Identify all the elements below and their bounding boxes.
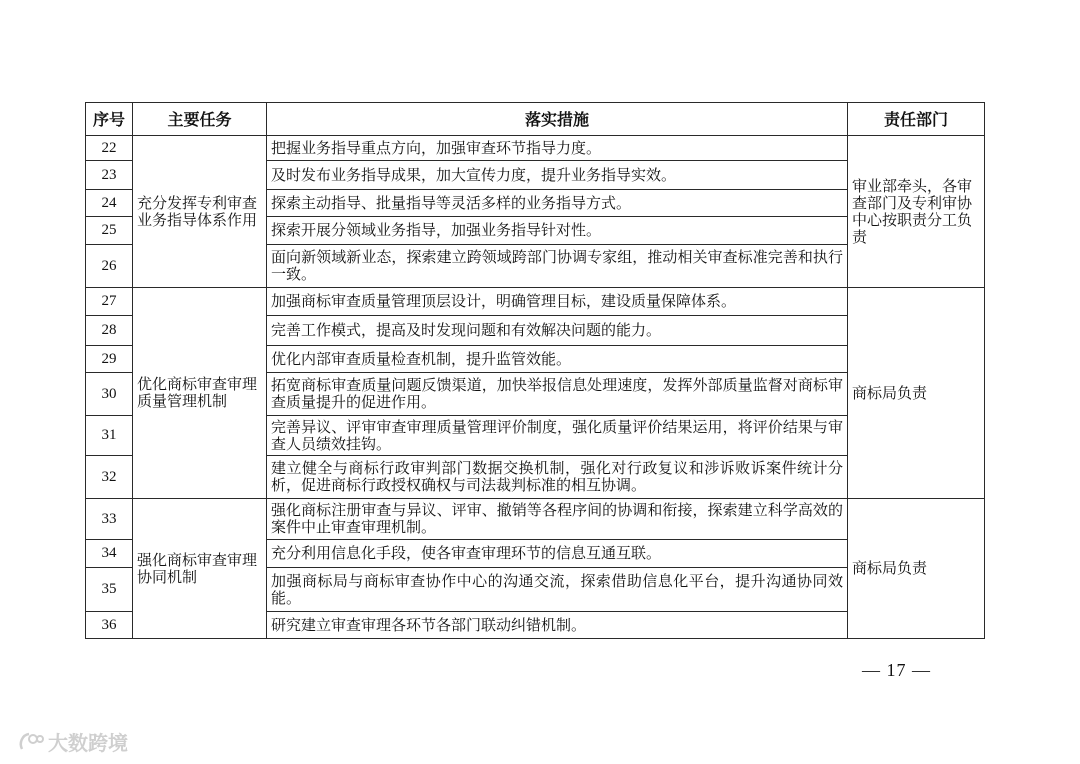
measure-cell: 强化商标注册审查与异议、评审、撤销等各程序间的协调和衔接，探索建立科学高效的案件中止审查审理机制。: [267, 499, 848, 540]
main-task-cell: 充分发挥专利审查业务指导体系作用: [133, 136, 267, 288]
table-row: [86, 136, 985, 161]
header-measures: 落实措施: [267, 103, 848, 136]
measure-cell: 及时发布业务指导成果，加大宣传力度，提升业务指导实效。: [267, 161, 848, 190]
watermark-text: 大数跨境: [48, 731, 128, 755]
measure-cell: 完善异议、评审审查审理质量管理评价制度，强化质量评价结果运用，将评价结果与审查人员绩效挂钩。: [267, 416, 848, 456]
main-task-cell: 强化商标审查审理协同机制: [133, 499, 267, 639]
measure-cell: 拓宽商标审查质量问题反馈渠道，加快举报信息处理速度，发挥外部质量监督对商标审查质量提升的促进作用。: [267, 373, 848, 416]
measure-cell: 加强商标局与商标审查协作中心的沟通交流，探索借助信息化平台，提升沟通协同效能。: [267, 568, 848, 612]
row-number: 28: [86, 316, 133, 346]
row-number: 29: [86, 346, 133, 373]
row-number: 35: [86, 568, 133, 612]
row-number: 26: [86, 245, 133, 288]
row-number: 31: [86, 416, 133, 456]
measure-cell: 面向新领域新业态，探索建立跨领域跨部门协调专家组，推动相关审查标准完善和执行一致。: [267, 245, 848, 288]
task-table: [85, 102, 985, 639]
row-number: 34: [86, 540, 133, 568]
header-serial: 序号: [86, 103, 133, 136]
row-number: 23: [86, 161, 133, 190]
table-header-row: [86, 103, 985, 136]
table-row: [86, 288, 985, 316]
main-task-cell: 优化商标审查审理质量管理机制: [133, 288, 267, 499]
row-number: 32: [86, 456, 133, 499]
page-number: — 17 —: [862, 660, 931, 680]
responsible-dept-cell: 商标局负责: [848, 499, 985, 639]
measure-cell: 建立健全与商标行政审判部门数据交换机制，强化对行政复议和涉诉败诉案件统计分析，促进商标行政授权确权与司法裁判标准的相互协调。: [267, 456, 848, 499]
measure-cell: 充分利用信息化手段，使各审查审理环节的信息互通互联。: [267, 540, 848, 568]
header-main-task: 主要任务: [133, 103, 267, 136]
responsible-dept-cell: 审业部牵头，各审查部门及专利审协中心按职责分工负责: [848, 136, 985, 288]
row-number: 30: [86, 373, 133, 416]
header-responsible-dept: 责任部门: [848, 103, 985, 136]
watermark: [18, 727, 128, 756]
row-number: 22: [86, 136, 133, 161]
measure-cell: 把握业务指导重点方向，加强审查环节指导力度。: [267, 136, 848, 161]
responsible-dept-cell: 商标局负责: [848, 288, 985, 499]
table-row: [86, 499, 985, 540]
row-number: 36: [86, 612, 133, 639]
row-number: 27: [86, 288, 133, 316]
row-number: 33: [86, 499, 133, 540]
row-number: 25: [86, 217, 133, 245]
row-number: 24: [86, 190, 133, 217]
measure-cell: 探索主动指导、批量指导等灵活多样的业务指导方式。: [267, 190, 848, 217]
measure-cell: 完善工作模式，提高及时发现问题和有效解决问题的能力。: [267, 316, 848, 346]
measure-cell: 研究建立审查审理各环节各部门联动纠错机制。: [267, 612, 848, 639]
measure-cell: 优化内部审查质量检查机制，提升监管效能。: [267, 346, 848, 373]
measure-cell: 加强商标审查质量管理顶层设计，明确管理目标，建设质量保障体系。: [267, 288, 848, 316]
watermark-logo-icon: [18, 731, 44, 753]
measure-cell: 探索开展分领域业务指导，加强业务指导针对性。: [267, 217, 848, 245]
